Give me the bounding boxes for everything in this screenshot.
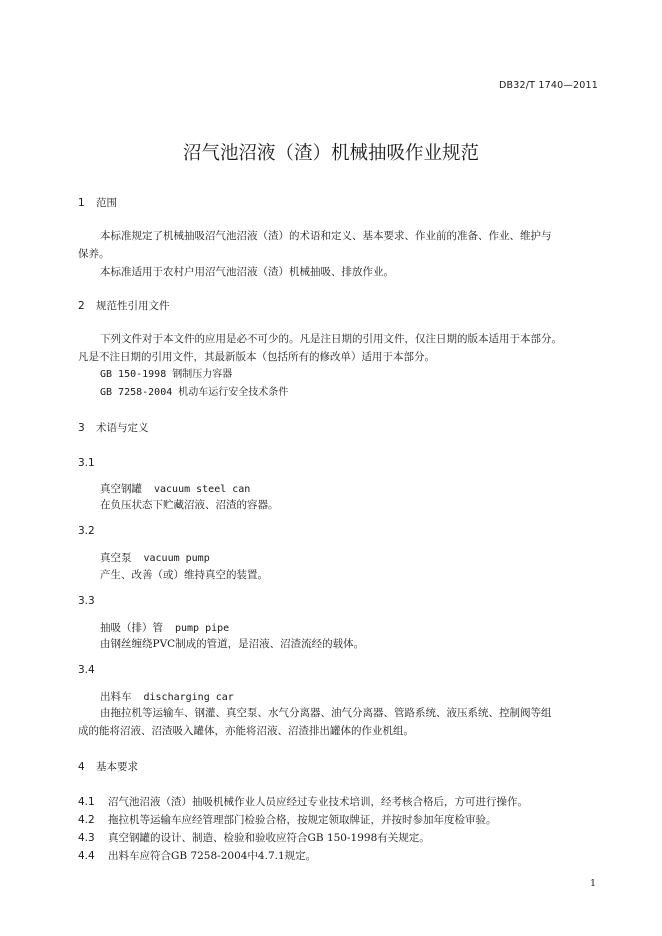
term-definition-line: 成的能将沼液、沼渣吸入罐体，亦能将沼液、沼渣排出罐体的作业机组。	[78, 725, 414, 737]
term-entry	[100, 550, 210, 565]
section-number: 1	[78, 197, 85, 209]
requirement-item	[78, 812, 497, 827]
requirement-number: 4.2	[78, 814, 95, 826]
term-definition-line: 由拖拉机等运输车、钢灌、真空泵、水气分离器、油气分离器、管路系统、液压系统、控制阀等组	[100, 707, 552, 719]
requirement-item	[78, 830, 430, 845]
requirement-number: 4.4	[78, 850, 95, 862]
section-2-heading	[78, 298, 170, 313]
section-1-heading	[78, 195, 117, 210]
normative-reference: GB 150-1998 钢制压力容器	[100, 369, 233, 380]
requirement-number: 4.3	[78, 832, 95, 844]
subsection-number: 3.2	[78, 525, 95, 537]
term-english: discharging car	[143, 692, 234, 703]
section-title: 规范性引用文件	[96, 300, 170, 312]
requirement-text: 沼气池沼液（渣）抽吸机械作业人员应经过专业技术培训，经考核合格后，方可进行操作。	[108, 796, 528, 808]
subsection-number: 3.3	[78, 595, 95, 607]
document-number: DB32/T 1740—2011	[499, 80, 598, 91]
paragraph-line: 本标准规定了机械抽吸沼气池沼液（渣）的术语和定义、基本要求、作业前的准备、作业、维护与	[100, 230, 552, 242]
page-number: 1	[589, 878, 596, 889]
section-number: 4	[78, 761, 85, 773]
term-chinese: 真空泵	[100, 552, 132, 564]
term-definition: 产生、改善（或）维持真空的装置。	[100, 569, 268, 581]
section-4-heading	[78, 759, 138, 774]
term-definition: 在负压状态下贮藏沼液、沼渣的容器。	[100, 499, 279, 511]
section-number: 2	[78, 300, 85, 312]
term-chinese: 出料车	[100, 691, 132, 703]
section-3-heading	[78, 420, 149, 435]
term-english: pump pipe	[175, 623, 230, 634]
term-chinese: 抽吸（排）管	[100, 622, 163, 634]
document-title: 沼气池沼液（渣）机械抽吸作业规范	[182, 143, 479, 164]
paragraph-line: 保养。	[78, 248, 110, 260]
paragraph-line: 凡是不注日期的引用文件，其最新版本（包括所有的修改单）适用于本部分。	[78, 351, 435, 363]
term-english: vacuum pump	[143, 553, 210, 564]
term-chinese: 真空钢罐	[100, 483, 142, 495]
subsection-number: 3.4	[78, 664, 95, 676]
requirement-text: 真空钢罐的设计、制造、检验和验收应符合GB 150-1998有关规定。	[108, 832, 430, 844]
section-number: 3	[78, 422, 85, 434]
paragraph-line: 下列文件对于本文件的应用是必不可少的。凡是注日期的引用文件，仅注日期的版本适用于本部分。	[100, 333, 562, 345]
section-title: 范围	[96, 197, 117, 209]
term-english: vacuum steel can	[154, 484, 251, 495]
term-entry	[100, 689, 234, 704]
section-title: 基本要求	[96, 761, 138, 773]
normative-reference: GB 7258-2004 机动车运行安全技术条件	[100, 387, 289, 398]
requirement-text: 拖拉机等运输车应经管理部门检验合格，按规定领取牌证，并按时参加年度检审验。	[108, 814, 497, 826]
requirement-item	[78, 794, 528, 809]
requirement-item	[78, 848, 316, 863]
term-entry	[100, 481, 250, 496]
requirement-number: 4.1	[78, 796, 95, 808]
section-title: 术语与定义	[96, 422, 149, 434]
term-definition: 由钢丝缠绕PVC制成的管道，是沼液、沼渣流经的载体。	[100, 638, 365, 650]
requirement-text: 出料车应符合GB 7258-2004中4.7.1规定。	[108, 850, 317, 862]
subsection-number: 3.1	[78, 457, 95, 469]
term-entry	[100, 620, 229, 635]
paragraph-line: 本标准适用于农村户用沼气池沼液（渣）机械抽吸、排放作业。	[100, 266, 394, 278]
